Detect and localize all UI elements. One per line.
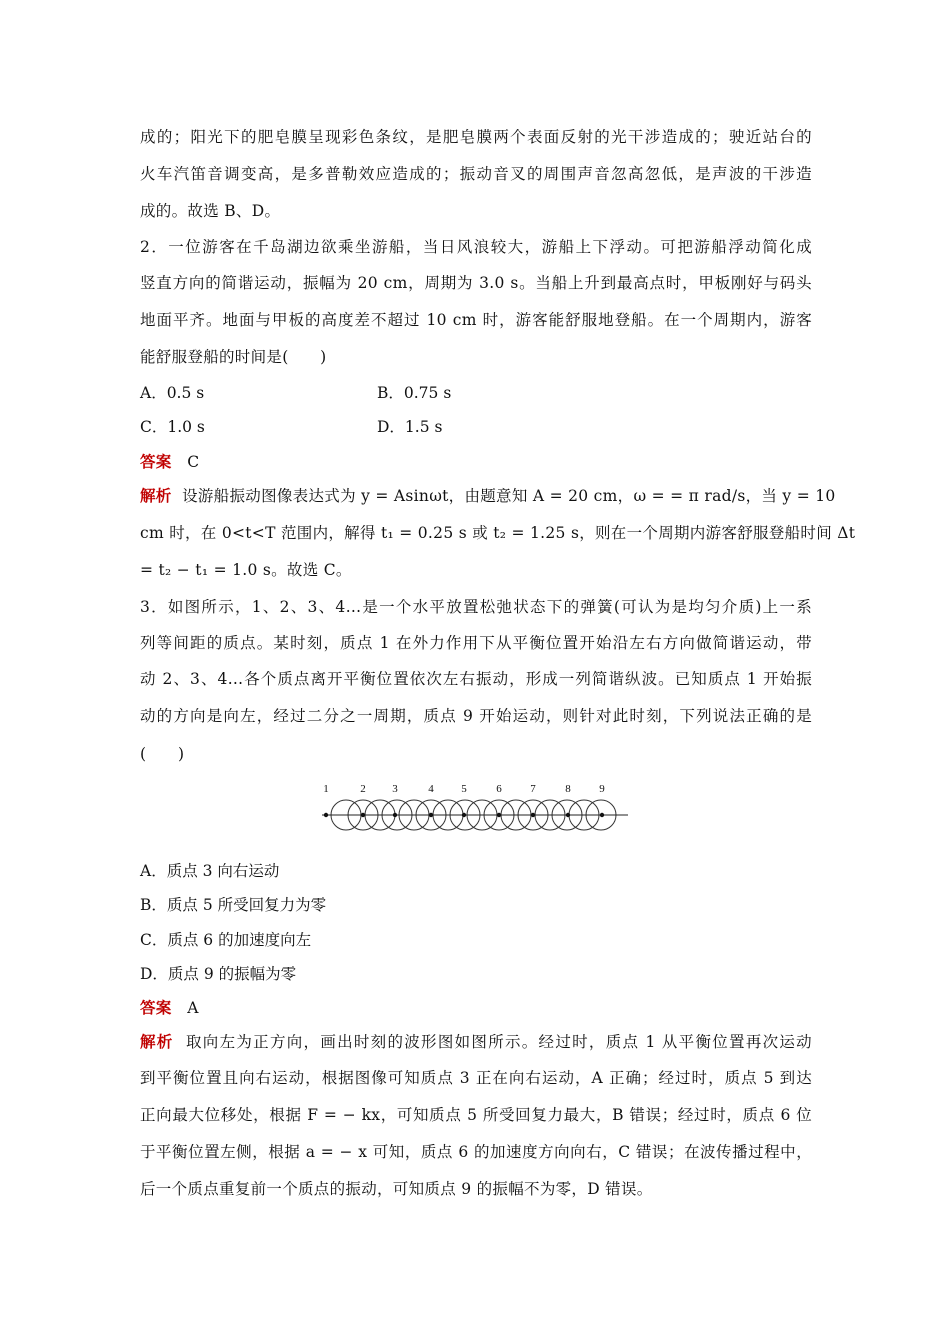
q3-analysis-line: 于平衡位置左侧，根据 a = − x 可知，质点 6 的加速度方向向右，C 错误；在波传播过程中， — [140, 1143, 812, 1161]
particle-label: 9 — [599, 783, 605, 795]
q2-option-a: A．0.5 s — [140, 384, 205, 402]
answer-value: A — [187, 999, 199, 1017]
spring-figure — [310, 776, 640, 840]
q2-option-d: D．1.5 s — [377, 418, 443, 436]
q2-stem-line: 竖直方向的简谐运动，振幅为 20 cm，周期为 3.0 s。当船上升到最高点时，甲板刚好与码头 — [140, 274, 812, 292]
q3-option-b: B．质点 5 所受回复力为零 — [140, 896, 327, 914]
q3-analysis-line: 后一个质点重复前一个质点的振动，可知质点 9 的振幅不为零，D 错误。 — [140, 1180, 653, 1198]
q2-stem-line: 能舒服登船的时间是( ) — [140, 348, 327, 366]
q3-analysis-line: 正向最大位移处，根据 F = − kx，可知质点 5 所受回复力最大，B 错误；经过时，质点 6 位 — [140, 1106, 812, 1124]
q3-answer — [140, 997, 199, 1019]
q2-analysis-line: cm 时，在 0<t<T 范围内，解得 t₁ = 0.25 s 或 t₂ = 1.25 s，则在一个周期内游客舒服登船时间 Δt — [140, 524, 856, 542]
q2-answer — [140, 451, 199, 473]
particle-label: 6 — [496, 783, 502, 795]
q3-stem-line: 列等间距的质点。某时刻，质点 1 在外力作用下从平衡位置开始沿左右方向做简谐运动，带 — [140, 634, 812, 652]
particle-point — [600, 813, 604, 817]
particle-point — [324, 813, 328, 817]
particle-point — [361, 813, 365, 817]
particle-label: 2 — [360, 783, 366, 795]
q1-text-line: 成的；阳光下的肥皂膜呈现彩色条纹，是肥皂膜两个表面反射的光干涉造成的；驶近站台的 — [140, 128, 812, 146]
particle-point — [497, 813, 501, 817]
particle-label: 8 — [565, 783, 571, 795]
spring-labels — [323, 783, 605, 795]
analysis-text: 设游船振动图像表达式为 y = Asinωt，由题意知 A = 20 cm，ω = = π rad/s，当 y = 10 — [182, 487, 836, 505]
particle-label: 1 — [323, 783, 329, 795]
q2-option-b: B．0.75 s — [377, 384, 452, 402]
q3-option-d: D．质点 9 的振幅为零 — [140, 965, 297, 983]
q1-text-line: 成的。故选 B、D。 — [140, 202, 281, 220]
particle-label: 4 — [428, 783, 434, 795]
analysis-label: 解析 — [140, 1032, 174, 1051]
q1-text-line: 火车汽笛音调变高，是多普勒效应造成的；振动音叉的周围声音忽高忽低，是声波的干涉造 — [140, 165, 812, 183]
q3-stem-line: 动 2、3、4…各个质点离开平衡位置依次左右振动，形成一列简谐纵波。已知质点 1 开始振 — [140, 670, 812, 688]
particle-point — [393, 813, 397, 817]
particle-label: 3 — [392, 783, 398, 795]
q3-stem-line: 动的方向是向左，经过二分之一周期，质点 9 开始运动，则针对此时刻，下列说法正确的是 — [140, 707, 812, 725]
particle-point — [462, 813, 466, 817]
analysis-label: 解析 — [140, 486, 172, 505]
q3-stem-line: ( ) — [140, 745, 185, 763]
q3-option-c: C．质点 6 的加速度向左 — [140, 931, 312, 949]
q2-stem-line: 2．一位游客在千岛湖边欲乘坐游船，当日风浪较大，游船上下浮动。可把游船浮动简化成 — [140, 238, 812, 256]
q2-analysis-line: = t₂ − t₁ = 1.0 s。故选 C。 — [140, 561, 352, 579]
q2-analysis-line — [140, 485, 836, 507]
q2-stem-line: 地面平齐。地面与甲板的高度差不超过 10 cm 时，游客能舒服地登船。在一个周期内，游客 — [140, 311, 812, 329]
answer-value: C — [187, 453, 200, 471]
particle-point — [566, 813, 570, 817]
q3-option-a: A．质点 3 向右运动 — [140, 862, 280, 880]
analysis-text: 取向左为正方向，画出时刻的波形图如图所示。经过时，质点 1 从平衡位置再次运动 — [186, 1033, 812, 1051]
q3-analysis-line — [140, 1031, 812, 1053]
q3-analysis-line: 到平衡位置且向右运动，根据图像可知质点 3 正在向右运动，A 正确；经过时，质点 5 到达 — [140, 1069, 812, 1087]
particle-point — [531, 813, 535, 817]
q3-stem-line: 3．如图所示，1、2、3、4…是一个水平放置松弛状态下的弹簧(可认为是均匀介质)上一系 — [140, 598, 812, 616]
particle-point — [429, 813, 433, 817]
particle-label: 7 — [530, 783, 536, 795]
answer-label: 答案 — [140, 998, 172, 1017]
q2-option-c: C．1.0 s — [140, 418, 205, 436]
answer-label: 答案 — [140, 452, 172, 471]
particle-label: 5 — [461, 783, 467, 795]
